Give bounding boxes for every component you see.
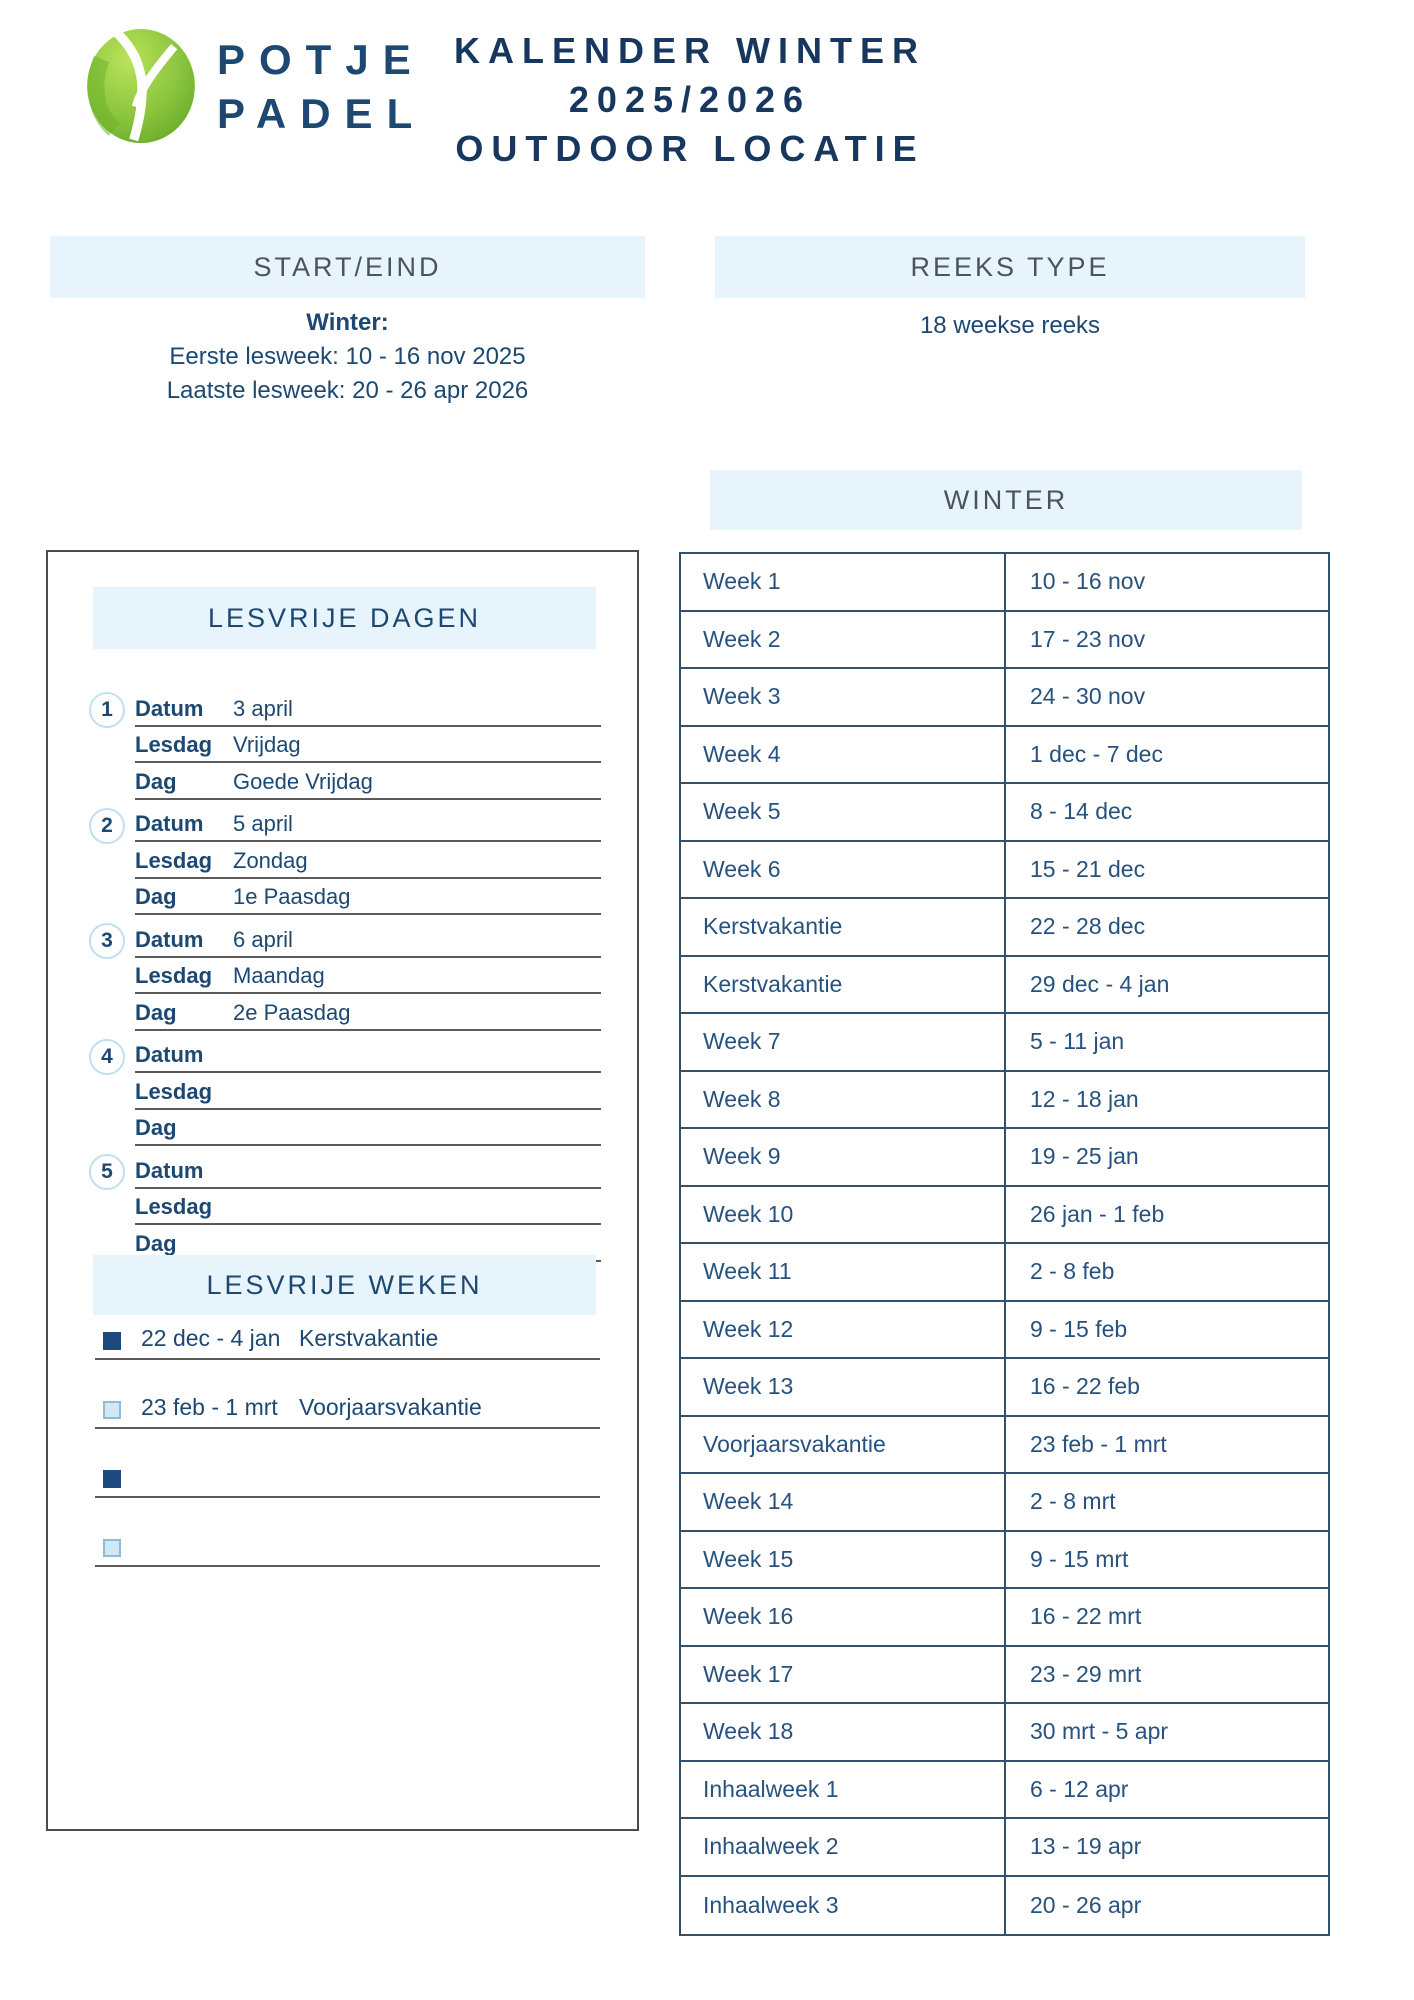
week-dates-cell: 9 - 15 feb — [1030, 1315, 1128, 1342]
winter-table-row — [681, 1704, 1328, 1762]
datum-row — [135, 1037, 601, 1074]
dag-label: Dag — [135, 1115, 177, 1140]
week-dates-cell: 29 dec - 4 jan — [1030, 970, 1170, 997]
week-dates-cell: 20 - 26 apr — [1030, 1891, 1142, 1918]
last-lesweek: Laatste lesweek: 20 - 26 apr 2026 — [166, 377, 529, 404]
lesvrije-week-item — [95, 1312, 600, 1360]
winter-table-row — [681, 554, 1328, 612]
lesdag-value: Vrijdag — [233, 732, 301, 757]
lesdag-row — [135, 1189, 601, 1226]
lesvrije-dagen-list — [93, 690, 601, 1268]
lesdag-label: Lesdag — [135, 732, 213, 757]
week-label-cell: Week 6 — [681, 842, 1006, 898]
item-number-badge: 4 — [89, 1039, 125, 1075]
lesdag-row — [135, 1073, 601, 1110]
winter-table-row — [681, 1014, 1328, 1072]
datum-row — [135, 1152, 601, 1189]
lesvrije-dag-item — [93, 690, 601, 800]
winter-table-row — [681, 1647, 1328, 1705]
lesdag-row — [135, 842, 601, 879]
winter-table-row — [681, 1532, 1328, 1590]
winter-table-row — [681, 784, 1328, 842]
title-line3: OUTDOOR LOCATIE — [455, 128, 925, 169]
lesvrije-week-item — [95, 1519, 600, 1567]
lesdag-label: Lesdag — [135, 847, 213, 873]
week-label-cell: Week 12 — [681, 1302, 1006, 1358]
week-dates-cell: 17 - 23 nov — [1030, 625, 1146, 652]
week-dates: 22 dec - 4 jan — [141, 1325, 281, 1351]
lesvrije-weken-header: LESVRIJE WEKEN — [93, 1255, 596, 1315]
week-label-cell: Week 2 — [681, 612, 1006, 668]
week-dates-cell: 2 - 8 mrt — [1030, 1488, 1116, 1515]
week-dates-cell: 6 - 12 apr — [1030, 1775, 1129, 1802]
lesdag-label: Lesdag — [135, 1194, 213, 1219]
winter-header: WINTER — [710, 470, 1302, 530]
lesdag-label: Lesdag — [135, 963, 213, 988]
week-label-cell: Week 7 — [681, 1014, 1006, 1070]
week-dates-cell: 26 jan - 1 feb — [1030, 1200, 1165, 1227]
lesdag-row — [135, 727, 601, 764]
week-label-cell: Kerstvakantie — [681, 957, 1006, 1013]
week-dates-cell: 23 feb - 1 mrt — [1030, 1430, 1167, 1457]
start-eind-header: START/EIND — [50, 236, 645, 298]
winter-table-row — [681, 1474, 1328, 1532]
dag-label: Dag — [135, 884, 177, 909]
brand-name-line1: POTJE — [217, 36, 425, 83]
item-number-badge: 5 — [89, 1154, 125, 1190]
datum-value: 5 april — [233, 811, 293, 836]
week-dates-cell: 16 - 22 mrt — [1030, 1603, 1142, 1630]
winter-table-row — [681, 899, 1328, 957]
dag-value: 2e Paasdag — [233, 999, 351, 1025]
lesvrije-dag-item — [93, 1037, 601, 1147]
winter-table-row — [681, 1762, 1328, 1820]
week-label-cell: Voorjaarsvakantie — [681, 1417, 1006, 1473]
datum-value: 3 april — [233, 695, 293, 721]
winter-table-row — [681, 1359, 1328, 1417]
lesdag-value: Zondag — [233, 847, 308, 873]
week-dates-cell: 23 - 29 mrt — [1030, 1660, 1142, 1687]
week-label-cell: Week 13 — [681, 1359, 1006, 1415]
winter-table-row — [681, 612, 1328, 670]
lesvrije-week-item — [95, 1381, 600, 1429]
week-label-cell: Week 18 — [681, 1704, 1006, 1760]
week-label-cell: Week 8 — [681, 1072, 1006, 1128]
winter-table-row — [681, 1302, 1328, 1360]
datum-row — [135, 690, 601, 727]
datum-label: Datum — [135, 811, 204, 836]
week-label-cell: Week 16 — [681, 1589, 1006, 1645]
datum-row — [135, 806, 601, 843]
title-line2: 2025/2026 — [568, 79, 812, 120]
item-number-badge: 2 — [89, 808, 125, 844]
winter-table-row — [681, 1877, 1328, 1935]
padel-ball-icon — [85, 25, 199, 145]
week-label-cell: Week 5 — [681, 784, 1006, 840]
dag-row — [135, 1110, 601, 1147]
week-name: Kerstvakantie — [299, 1325, 439, 1351]
week-label-cell: Week 14 — [681, 1474, 1006, 1530]
lesdag-value: Maandag — [233, 963, 325, 988]
week-dates-cell: 5 - 11 jan — [1030, 1028, 1125, 1055]
week-dates-cell: 24 - 30 nov — [1030, 683, 1146, 710]
lesvrije-week-item — [95, 1450, 600, 1498]
winter-table-row — [681, 1072, 1328, 1130]
week-dates-cell: 12 - 18 jan — [1030, 1085, 1139, 1112]
winter-table-row — [681, 1819, 1328, 1877]
week-label-cell: Week 3 — [681, 669, 1006, 725]
dag-row — [135, 879, 601, 916]
bullet-square-icon — [103, 1470, 121, 1488]
start-eind-details — [50, 306, 645, 408]
week-dates-cell: 30 mrt - 5 apr — [1030, 1718, 1169, 1745]
lesdag-row — [135, 958, 601, 995]
dag-label: Dag — [135, 768, 177, 794]
item-number-badge: 1 — [89, 692, 125, 728]
lesvrije-dagen-header: LESVRIJE DAGEN — [93, 587, 596, 649]
week-name: Voorjaarsvakantie — [299, 1394, 482, 1420]
lesvrije-dag-item — [93, 806, 601, 916]
winter-table-row — [681, 1589, 1328, 1647]
week-label-cell: Week 9 — [681, 1129, 1006, 1185]
lesdag-label: Lesdag — [135, 1078, 213, 1104]
week-label-cell: Week 17 — [681, 1647, 1006, 1703]
week-label-cell: Week 1 — [681, 554, 1006, 610]
week-dates-cell: 10 - 16 nov — [1030, 568, 1146, 595]
lesvrije-dag-item — [93, 1152, 601, 1262]
datum-label: Datum — [135, 1157, 204, 1183]
dag-value: 1e Paasdag — [233, 884, 351, 909]
winter-table-row — [681, 842, 1328, 900]
dag-label: Dag — [135, 999, 177, 1025]
week-dates-cell: 2 - 8 feb — [1030, 1258, 1115, 1285]
datum-label: Datum — [135, 926, 204, 952]
datum-row — [135, 921, 601, 958]
winter-table-row — [681, 957, 1328, 1015]
week-dates-cell: 13 - 19 apr — [1030, 1833, 1142, 1860]
lesvrije-dag-item — [93, 921, 601, 1031]
dag-row — [135, 994, 601, 1031]
brand-logo — [85, 25, 426, 145]
first-lesweek: Eerste lesweek: 10 - 16 nov 2025 — [169, 343, 526, 370]
week-dates: 23 feb - 1 mrt — [141, 1394, 278, 1420]
lesvrije-weken-list — [95, 1312, 600, 1588]
week-label-cell: Inhaalweek 2 — [681, 1819, 1006, 1875]
week-label-cell: Week 10 — [681, 1187, 1006, 1243]
winter-table-row — [681, 1417, 1328, 1475]
lesvrije-panel — [46, 550, 639, 1831]
week-dates-cell: 22 - 28 dec — [1030, 913, 1146, 940]
item-number-badge: 3 — [89, 923, 125, 959]
brand-name — [217, 33, 426, 141]
week-dates-cell: 1 dec - 7 dec — [1030, 740, 1163, 767]
dag-value: Goede Vrijdag — [233, 768, 373, 794]
datum-label: Datum — [135, 1042, 204, 1067]
winter-table-row — [681, 727, 1328, 785]
winter-table — [679, 552, 1330, 1936]
winter-table-row — [681, 669, 1328, 727]
week-label-cell: Week 11 — [681, 1244, 1006, 1300]
week-dates-cell: 15 - 21 dec — [1030, 855, 1146, 882]
title-line1: KALENDER WINTER — [454, 30, 926, 71]
week-dates-cell: 16 - 22 feb — [1030, 1373, 1140, 1400]
week-label-cell: Week 15 — [681, 1532, 1006, 1588]
reeks-type-header: REEKS TYPE — [715, 236, 1305, 298]
winter-table-row — [681, 1244, 1328, 1302]
week-label-cell: Kerstvakantie — [681, 899, 1006, 955]
week-dates-cell: 8 - 14 dec — [1030, 798, 1133, 825]
winter-table-row — [681, 1129, 1328, 1187]
datum-value: 6 april — [233, 926, 293, 952]
week-label-cell: Inhaalweek 3 — [681, 1877, 1006, 1935]
bullet-square-icon — [103, 1539, 121, 1557]
reeks-type-value: 18 weekse reeks — [919, 312, 1101, 339]
bullet-square-icon — [103, 1332, 121, 1350]
dag-label: Dag — [135, 1230, 177, 1256]
dag-row — [135, 763, 601, 800]
week-label-cell: Week 4 — [681, 727, 1006, 783]
page-title — [420, 26, 960, 173]
brand-name-line2: PADEL — [217, 90, 427, 137]
week-dates-cell: 9 - 15 mrt — [1030, 1545, 1129, 1572]
winter-table-row — [681, 1187, 1328, 1245]
week-label-cell: Inhaalweek 1 — [681, 1762, 1006, 1818]
week-dates-cell: 19 - 25 jan — [1030, 1143, 1139, 1170]
bullet-square-icon — [103, 1401, 121, 1419]
datum-label: Datum — [135, 695, 204, 721]
season-label: Winter: — [306, 309, 389, 336]
